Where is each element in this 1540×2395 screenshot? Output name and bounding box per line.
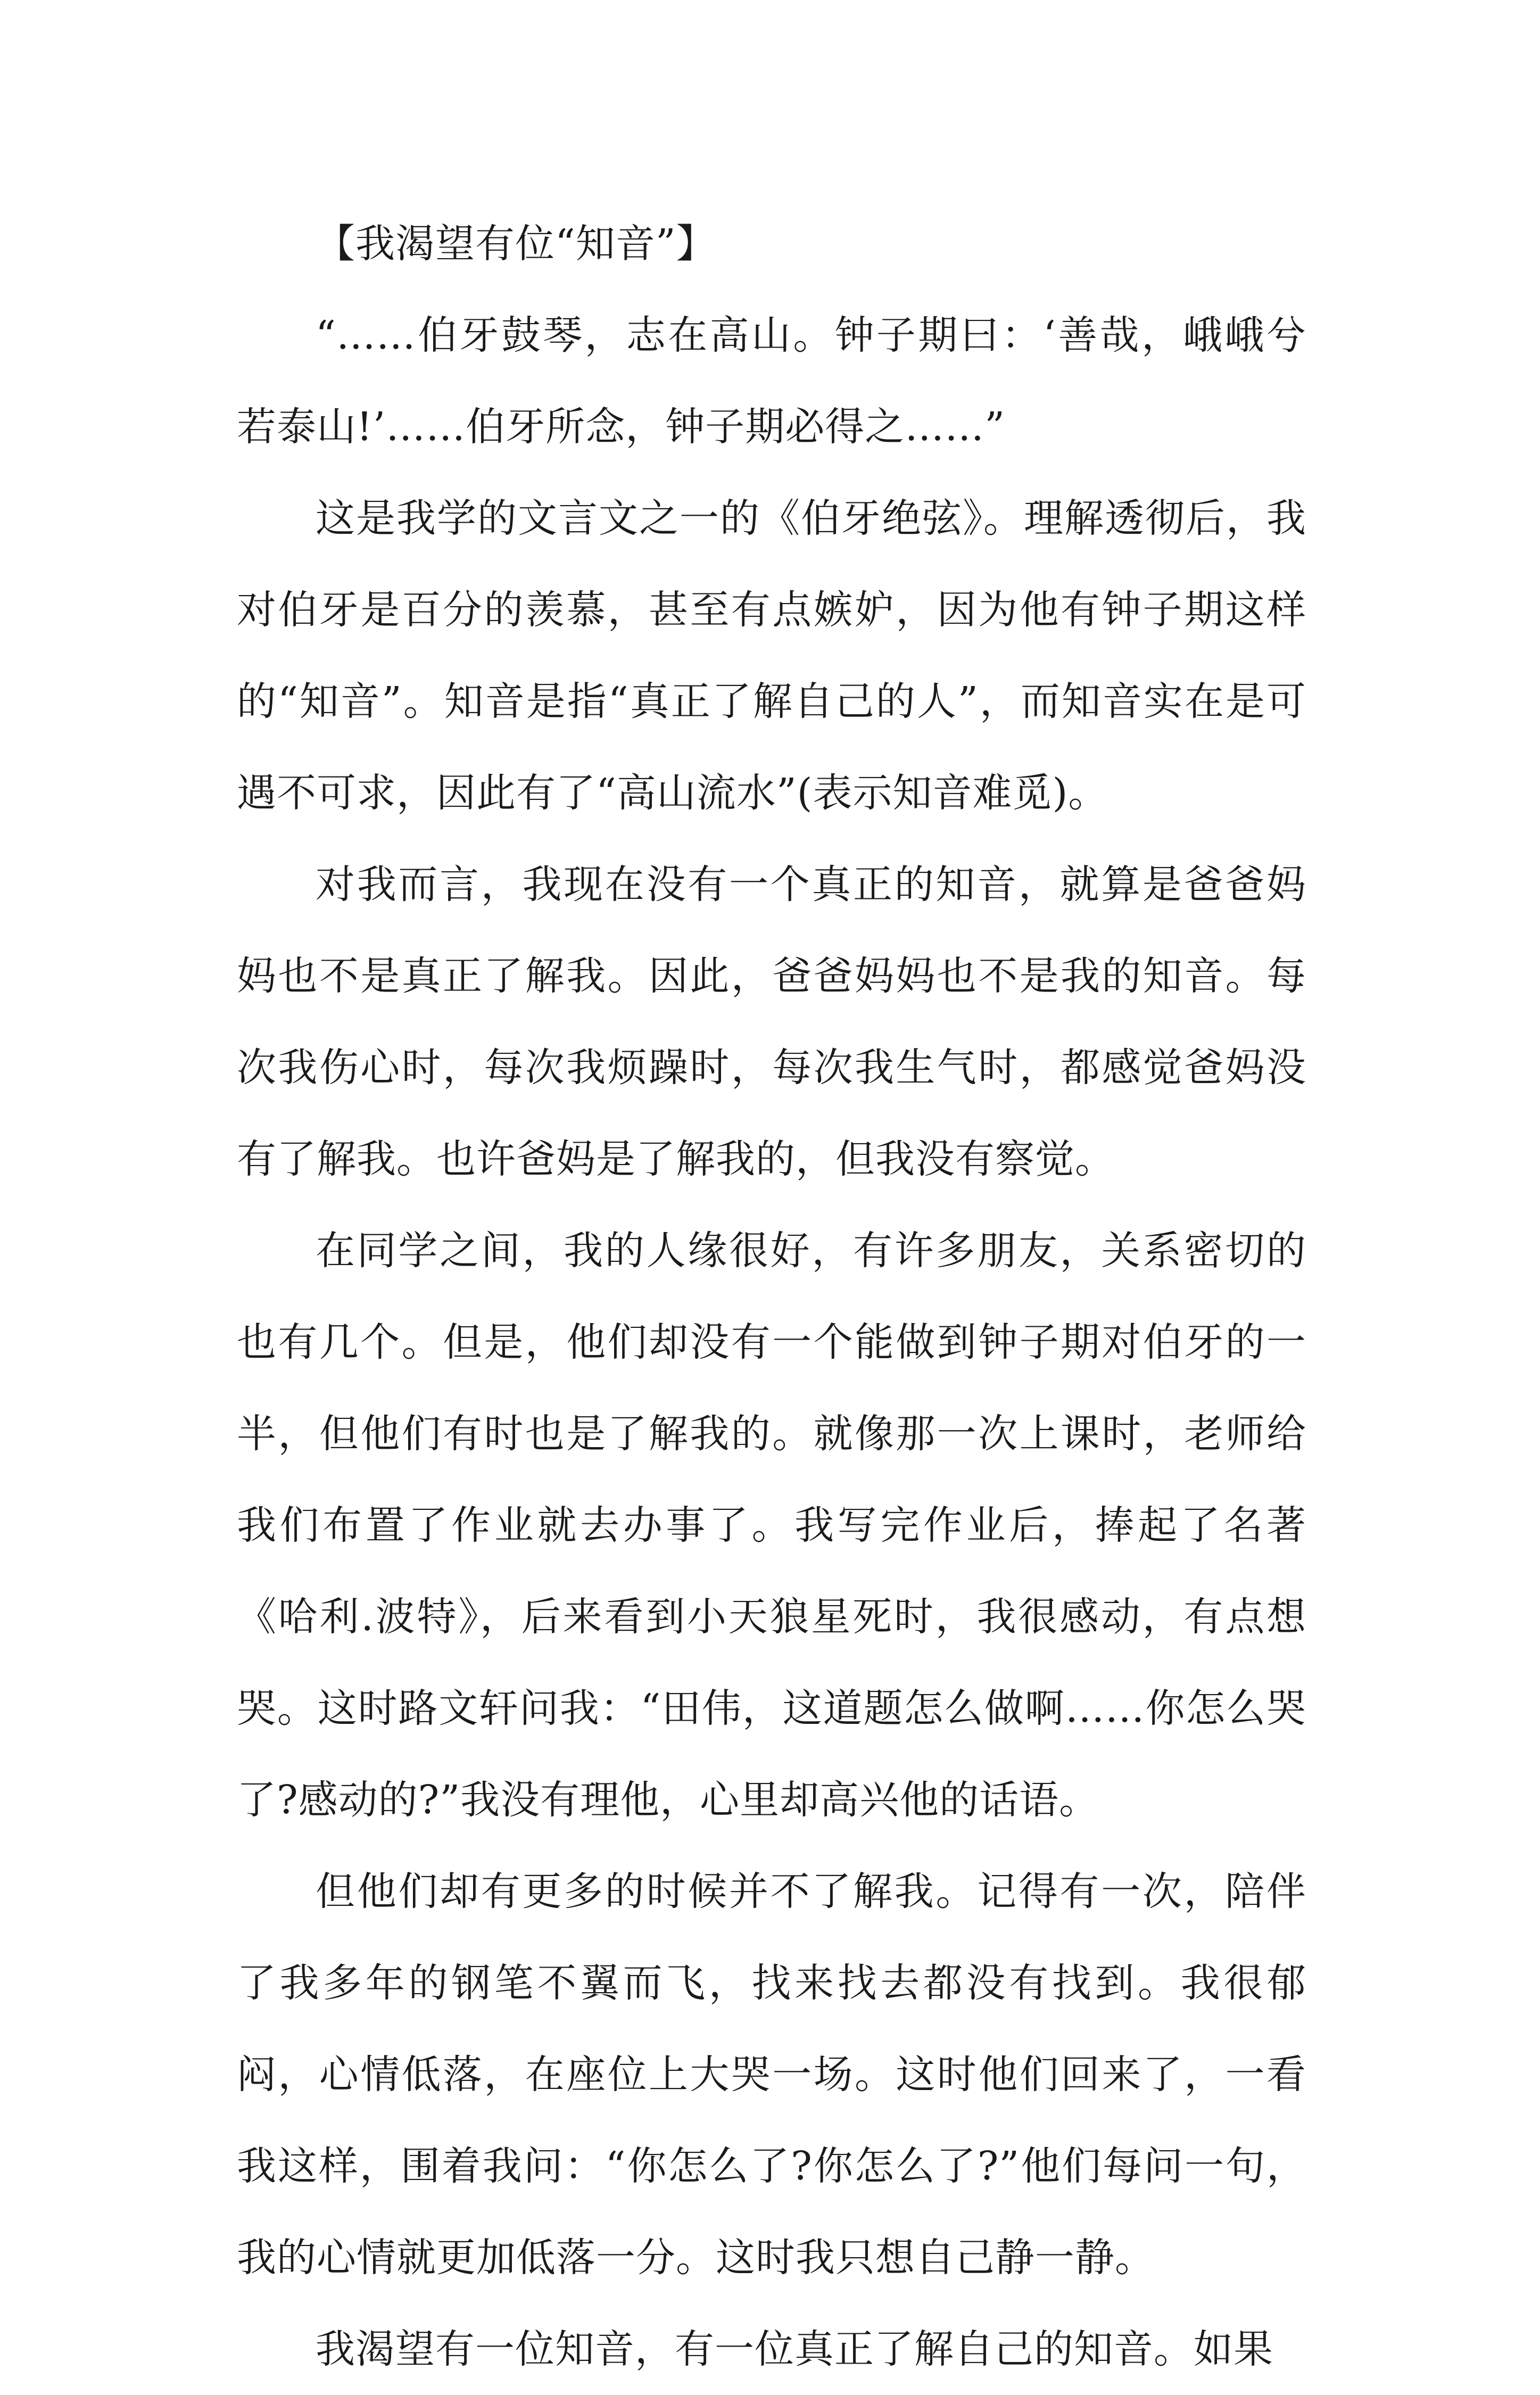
paragraph-classmates: 在同学之间，我的人缘很好，有许多朋友，关系密切的也有几个。但是，他们却没有一个能做到钟子期对伯牙的一半，但他们有时也是了解我的。就像那一次上课时，老师给我们布置了作业就去办事了。我写完作业后，捧起了名著《哈利.波特》，后来看到小天狼星死时，我很感动，有点想哭。这时路文轩问我：“田伟，这道题怎么做啊……你怎么哭了?感动的?”我没有理他，心里却高兴他的话语。	[237, 1228, 1306, 1823]
paragraph-quote: “……伯牙鼓琴，志在高山。钟子期曰：‘善哉，峨峨兮若泰山!’……伯牙所念，钟子期必得之……”	[237, 312, 1306, 450]
essay-title: 【我渴望有位“知音”】	[316, 221, 716, 267]
paragraph-pen-story: 但他们却有更多的时候并不了解我。记得有一次，陪伴了我多年的钢笔不翼而飞，找来找去都没有找到。我很郁闷，心情低落，在座位上大哭一场。这时他们回来了，一看我这样，围着我问：“你怎么了?你怎么了?”他们每问一句，我的心情就更加低落一分。这时我只想自己静一静。	[237, 1869, 1306, 2281]
paragraph-intro: 这是我学的文言文之一的《伯牙绝弦》。理解透彻后，我对伯牙是百分的羡慕，甚至有点嫉妒，因为他有钟子期这样的“知音”。知音是指“真正了解自己的人”，而知音实在是可遇不可求，因此有了“高山流水”(表示知音难觅)。	[237, 495, 1306, 816]
paragraph-longing: 我渴望有一位知音，有一位真正了解自己的知音。如果	[316, 2326, 1273, 2372]
document-body	[237, 198, 1306, 2395]
paragraph-parents: 对我而言，我现在没有一个真正的知音，就算是爸爸妈妈也不是真正了解我。因此，爸爸妈妈也不是我的知音。每次我伤心时，每次我烦躁时，每次我生气时，都感觉爸妈没有了解我。也许爸妈是了解我的，但我没有察觉。	[237, 862, 1306, 1182]
